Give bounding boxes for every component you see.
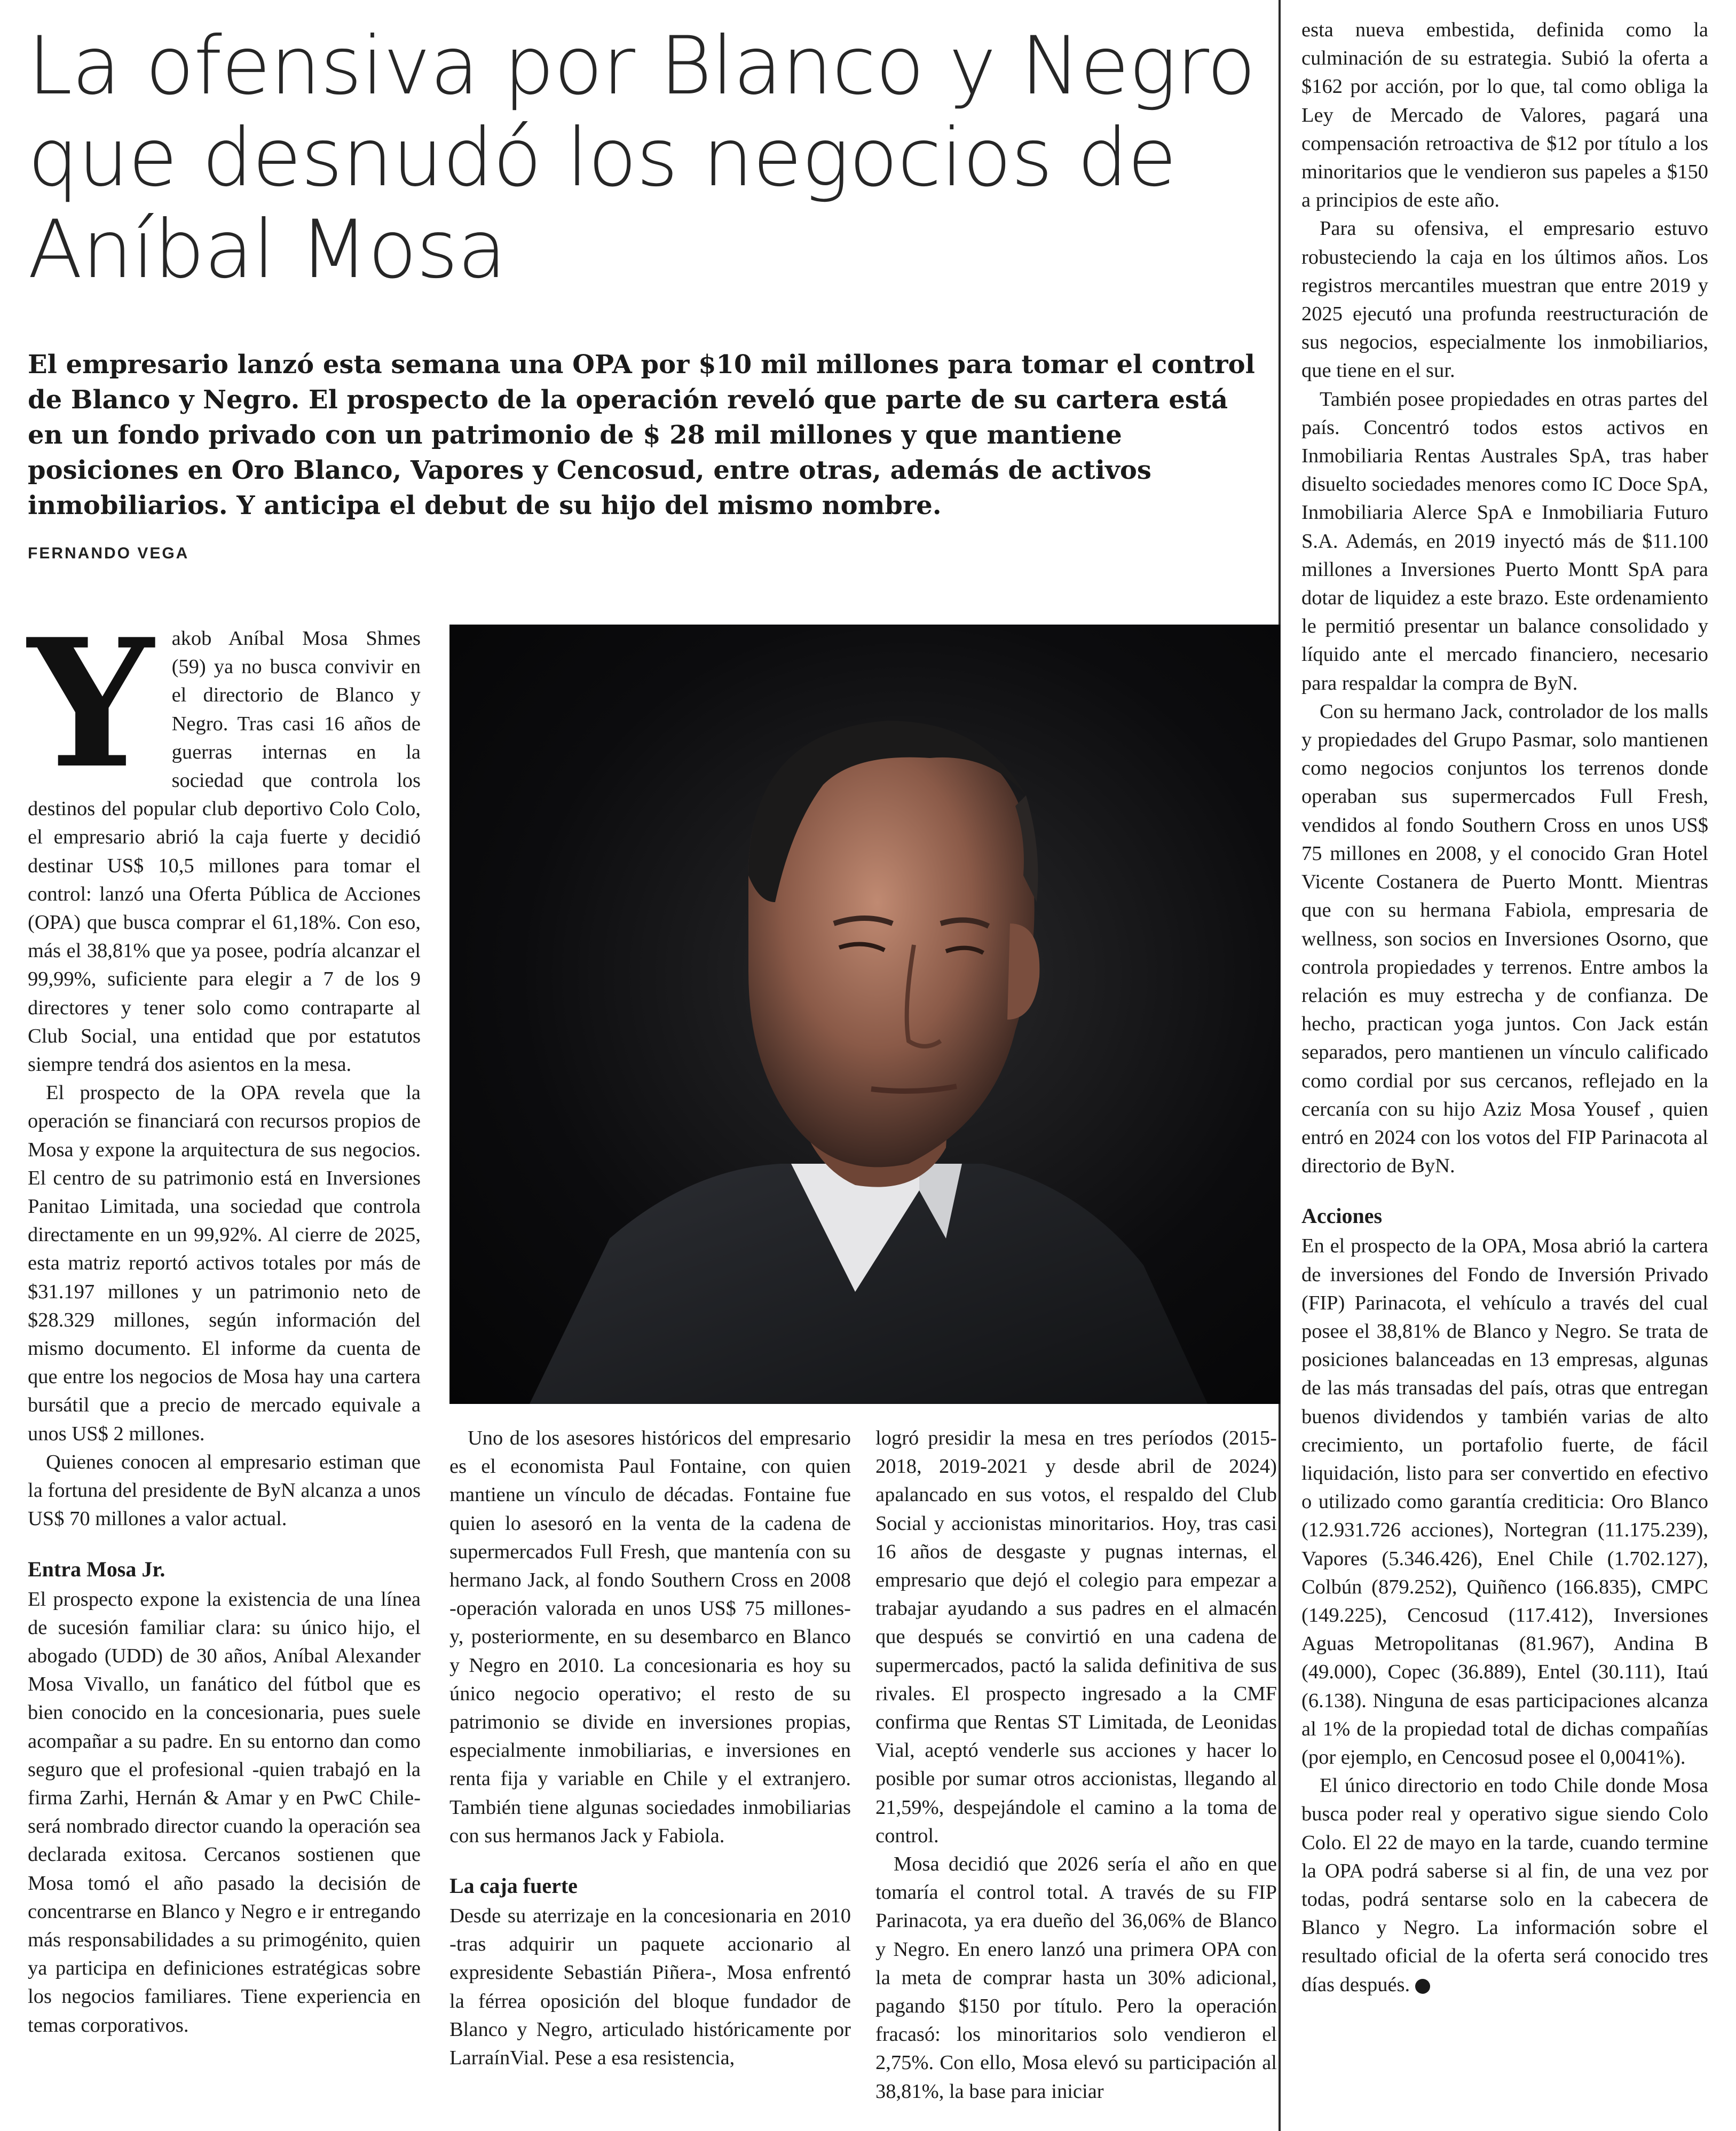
column-3 bbox=[875, 1424, 1277, 2106]
subhead-la-caja-fuerte: La caja fuerte bbox=[449, 1874, 578, 1898]
paragraph: esta nueva embestida, definida como la culminación de su estrategia. Subió la oferta a $162 por acción, por lo que, tal como obliga la Ley de Mercado de Valores, pagará una compensación retroactiva de $12 por título a los minoritarios que le vendieron sus papeles a $150 a principios de este año. bbox=[1301, 19, 1708, 212]
paragraph: También posee propiedades en otras partes del país. Concentró todos estos activos en Inmobiliaria Rentas Australes SpA, tras haber disuelto sociedades menores como IC Doce SpA, Inmobiliaria Alerce SpA e Inmobiliaria Futuro S.A. Además, en 2019 inyectó más de $11.100 millones a Inversiones Puerto Montt SpA para dotar de liquidez a este brazo. Este ordenamiento le permitió presentar un balance consolidado y líquido ante el mercado financiero, necesario para respaldar la compra de ByN. bbox=[1301, 388, 1708, 694]
portrait-photo bbox=[449, 625, 1280, 1404]
paragraph: Con su hermano Jack, controlador de los malls y propiedades del Grupo Pasmar, solo mantienen como negocios conjuntos los terrenos donde operaban sus supermercados Full Fresh, vendidos al fondo Southern Cross en unos US$ 75 millones en 2008, y el conocido Gran Hotel Vicente Costanera de Puerto Montt. Mientras que con su hermana Fabiola, empresaria de wellness, son socios en Inversiones Osorno, que controla propiedades y terrenos. Entre ambos la relación es muy estrecha y de confianza. De hecho, practican yoga juntos. Con Jack están separados, pero mantienen un vínculo calificado como cordial por sus cercanos, reflejado en la cercanía con su hijo Aziz Mosa Yousef , quien entró en 2024 con los votos del FIP Parinacota al directorio de ByN. bbox=[1301, 700, 1708, 1178]
paragraph: El prospecto de la OPA revela que la operación se financiará con recursos propios de Mosa y expone la arquitectura de sus negocios. El centro de su patrimonio está en Inversiones Panitao Limitada, una sociedad que controla directamente en un 99,92%. Al cierre de 2025, esta matriz reportó activos totales por más de $31.197 millones y un patrimonio neto de $28.329 millones, según información del mismo documento. El informe da cuenta de que entre los negocios de Mosa hay una cartera bursátil que a precio de mercado equivale a unos US$ 2 millones. bbox=[28, 1082, 421, 1445]
dropcap: Y bbox=[28, 600, 154, 807]
paragraph-text: El único directorio en todo Chile donde Mosa busca poder real y operativo sigue siendo Colo Colo. El 22 de mayo en la tarde, cuando termine la OPA podrá saberse si al fin, de una vez por todas, podrá sentarse solo en la cabecera de Blanco y Negro. La información sobre el resultado oficial de la oferta será conocido tres días después. bbox=[1301, 1774, 1708, 1996]
subhead-acciones: Acciones bbox=[1301, 1204, 1383, 1228]
closing-paragraph bbox=[1301, 1772, 1708, 1999]
paragraph: En el prospecto de la OPA, Mosa abrió la cartera de inversiones del Fondo de Inversión Privado (FIP) Parinacota, el vehículo a través del cual posee el 38,81% de Blanco y Negro. Se trata de posiciones balanceadas en 13 empresas, algunas de las más transadas del país, otras que entregan buenos dividendos y también varias de alto crecimiento, un portafolio fuerte, de fácil liquidación, listo para ser convertido en efectivo o utilizado como garantía crediticia: Oro Blanco (12.931.726 acciones), Nortegran (11.175.239), Vapores (5.346.426), Enel Chile (1.702.127), Colbún (879.252), Quiñenco (166.835), CMPC (149.225), Cencosud (117.412), Inversiones Aguas Metropolitanas (81.967), Andina B (49.000), Copec (36.889), Entel (30.111), Itaú (6.138). Ninguna de esas participaciones alcanza al 1% de la propiedad total de dichas compañías (por ejemplo, en Cencosud posee el 0,0041%). bbox=[1301, 1235, 1708, 1769]
end-mark-icon: P bbox=[1415, 1979, 1430, 1994]
paragraph: El prospecto expone la existencia de una línea de sucesión familiar clara: su único hijo, el abogado (UDD) de 30 años, Aníbal Alexander Mosa Vivallo, un fanático del fútbol que es bien conocido en la concesionaria, pues suele acompañar a su padre. En su entorno dan como seguro que el profesional -quien trabajó en la firma Zarhi, Hernán & Amar y en PwC Chile- será nombrado director cuando la operación sea declarada exitosa. Cercanos sostienen que Mosa tomó el año pasado la decisión de concentrarse en Blanco y Negro e ir entregando más responsabilidades a su primogénito, quien ya participa en definiciones estratégicas sobre los negocios familiares. Tiene experiencia en temas corporativos. bbox=[28, 1588, 421, 2037]
subhead-entra-mosa-jr: Entra Mosa Jr. bbox=[28, 1557, 165, 1581]
lead-paragraph bbox=[28, 600, 421, 1079]
column-4 bbox=[1301, 16, 1708, 1999]
paragraph: logró presidir la mesa en tres períodos (2015-2018, 2019-2021 y desde abril de 2024) apalancado en sus votos, el respaldo del Club Social y accionistas minoritarios. Hoy, tras casi 16 años de desgaste y pugnas internas, el empresario que dejó el colegio para empezar a trabajar ayudando a sus padres en el almacén que después se convirtió en una cadena de supermercados, pactó la salida definitiva de sus rivales. El prospecto ingresado a la CMF confirma que Rentas ST Limitada, de Leonidas Vial, aceptó venderle sus acciones y hacer lo posible por sumar otros accionistas, llegando al 21,59%, despejándole el camino a la toma de control. bbox=[875, 1427, 1277, 1847]
column-1 bbox=[28, 600, 421, 2040]
paragraph: Desde su aterrizaje en la concesionaria en 2010 -tras adquirir un paquete accionario al expresidente Sebastián Piñera-, Mosa enfrentó la férrea oposición del bloque fundador de Blanco y Negro, articulado históricamente por LarraínVial. Pese a esa resistencia, bbox=[449, 1905, 851, 2070]
paragraph: Uno de los asesores históricos del empresario es el economista Paul Fontaine, con quien mantiene un vínculo de décadas. Fontaine fue quien lo asesoró en la venta de la cadena de supermercados Full Fresh, que mantenía con su hermano Jack, al fondo Southern Cross en 2008 -operación valorada en unos US$ 75 millones- y, posteriormente, en su desembarco en Blanco y Negro en 2010. La concesionaria es hoy su único negocio operativo; el resto de su patrimonio se divide en inversiones propias, especialmente inmobiliarias, e inversiones en renta fija y variable en Chile y el extranjero. También tiene algunas sociedades inmobiliarias con sus hermanos Jack y Fabiola. bbox=[449, 1427, 851, 1847]
paragraph: Mosa decidió que 2026 sería el año en que tomaría el control total. A través de su FIP Parinacota, ya era dueño del 36,06% de Blanco y Negro. En enero lanzó una primera OPA con la meta de comprar hasta un 30% adicional, pagando $150 por título. Pero la operación fracasó: los minoritarios solo vendieron el 2,75%. Con ello, Mosa elevó su participación al 38,81%, la base para iniciar bbox=[875, 1853, 1277, 2103]
column-2 bbox=[449, 1424, 851, 2072]
portrait-illustration bbox=[449, 625, 1280, 1404]
paragraph: Para su ofensiva, el empresario estuvo robusteciendo la caja en los últimos años. Los registros mercantiles muestran que entre 2019 y 2025 ejecutó una profunda reestructuración de sus negocios, especialmente los inmobiliarios, que tiene en el sur. bbox=[1301, 217, 1708, 382]
paragraph-text: akob Aníbal Mosa Shmes (59) ya no busca convivir en el directorio de Blanco y Negro. Tras casi 16 años de guerras internas en la sociedad que controla los destinos del popular club deportivo Colo Colo, el empresario abrió la caja fuerte y decidió destinar US$ 10,5 millones para tomar el control: lanzó una Oferta Pública de Acciones (OPA) que busca comprar el 61,18%. Con eso, más el 38,81% que ya posee, podría alcanzar el 99,99%, suficiente para elegir a 7 de los 9 directores y tener solo como contraparte al Club Social, una entidad que por estatutos siempre tendrá dos asientos en la mesa. bbox=[28, 627, 421, 1076]
byline: FERNANDO VEGA bbox=[28, 544, 190, 562]
deck: El empresario lanzó esta semana una OPA por $10 mil millones para tomar el control de Blanco y Negro. El prospecto de la operación reveló que parte de su cartera está en un fondo privado con un patrimonio de $ 28 mil millones y que mantiene posiciones en Oro Blanco, Vapores y Cencosud, entre otras, además de activos inmobiliarios. Y anticipa el debut de su hijo del mismo nombre. bbox=[28, 350, 1255, 520]
paragraph: Quienes conocen al empresario estiman que la fortuna del presidente de ByN alcanza a unos US$ 70 millones a valor actual. bbox=[28, 1450, 421, 1530]
headline: La ofensiva por Blanco y Negro que desnudó los negocios de Aníbal Mosa bbox=[28, 20, 1256, 296]
